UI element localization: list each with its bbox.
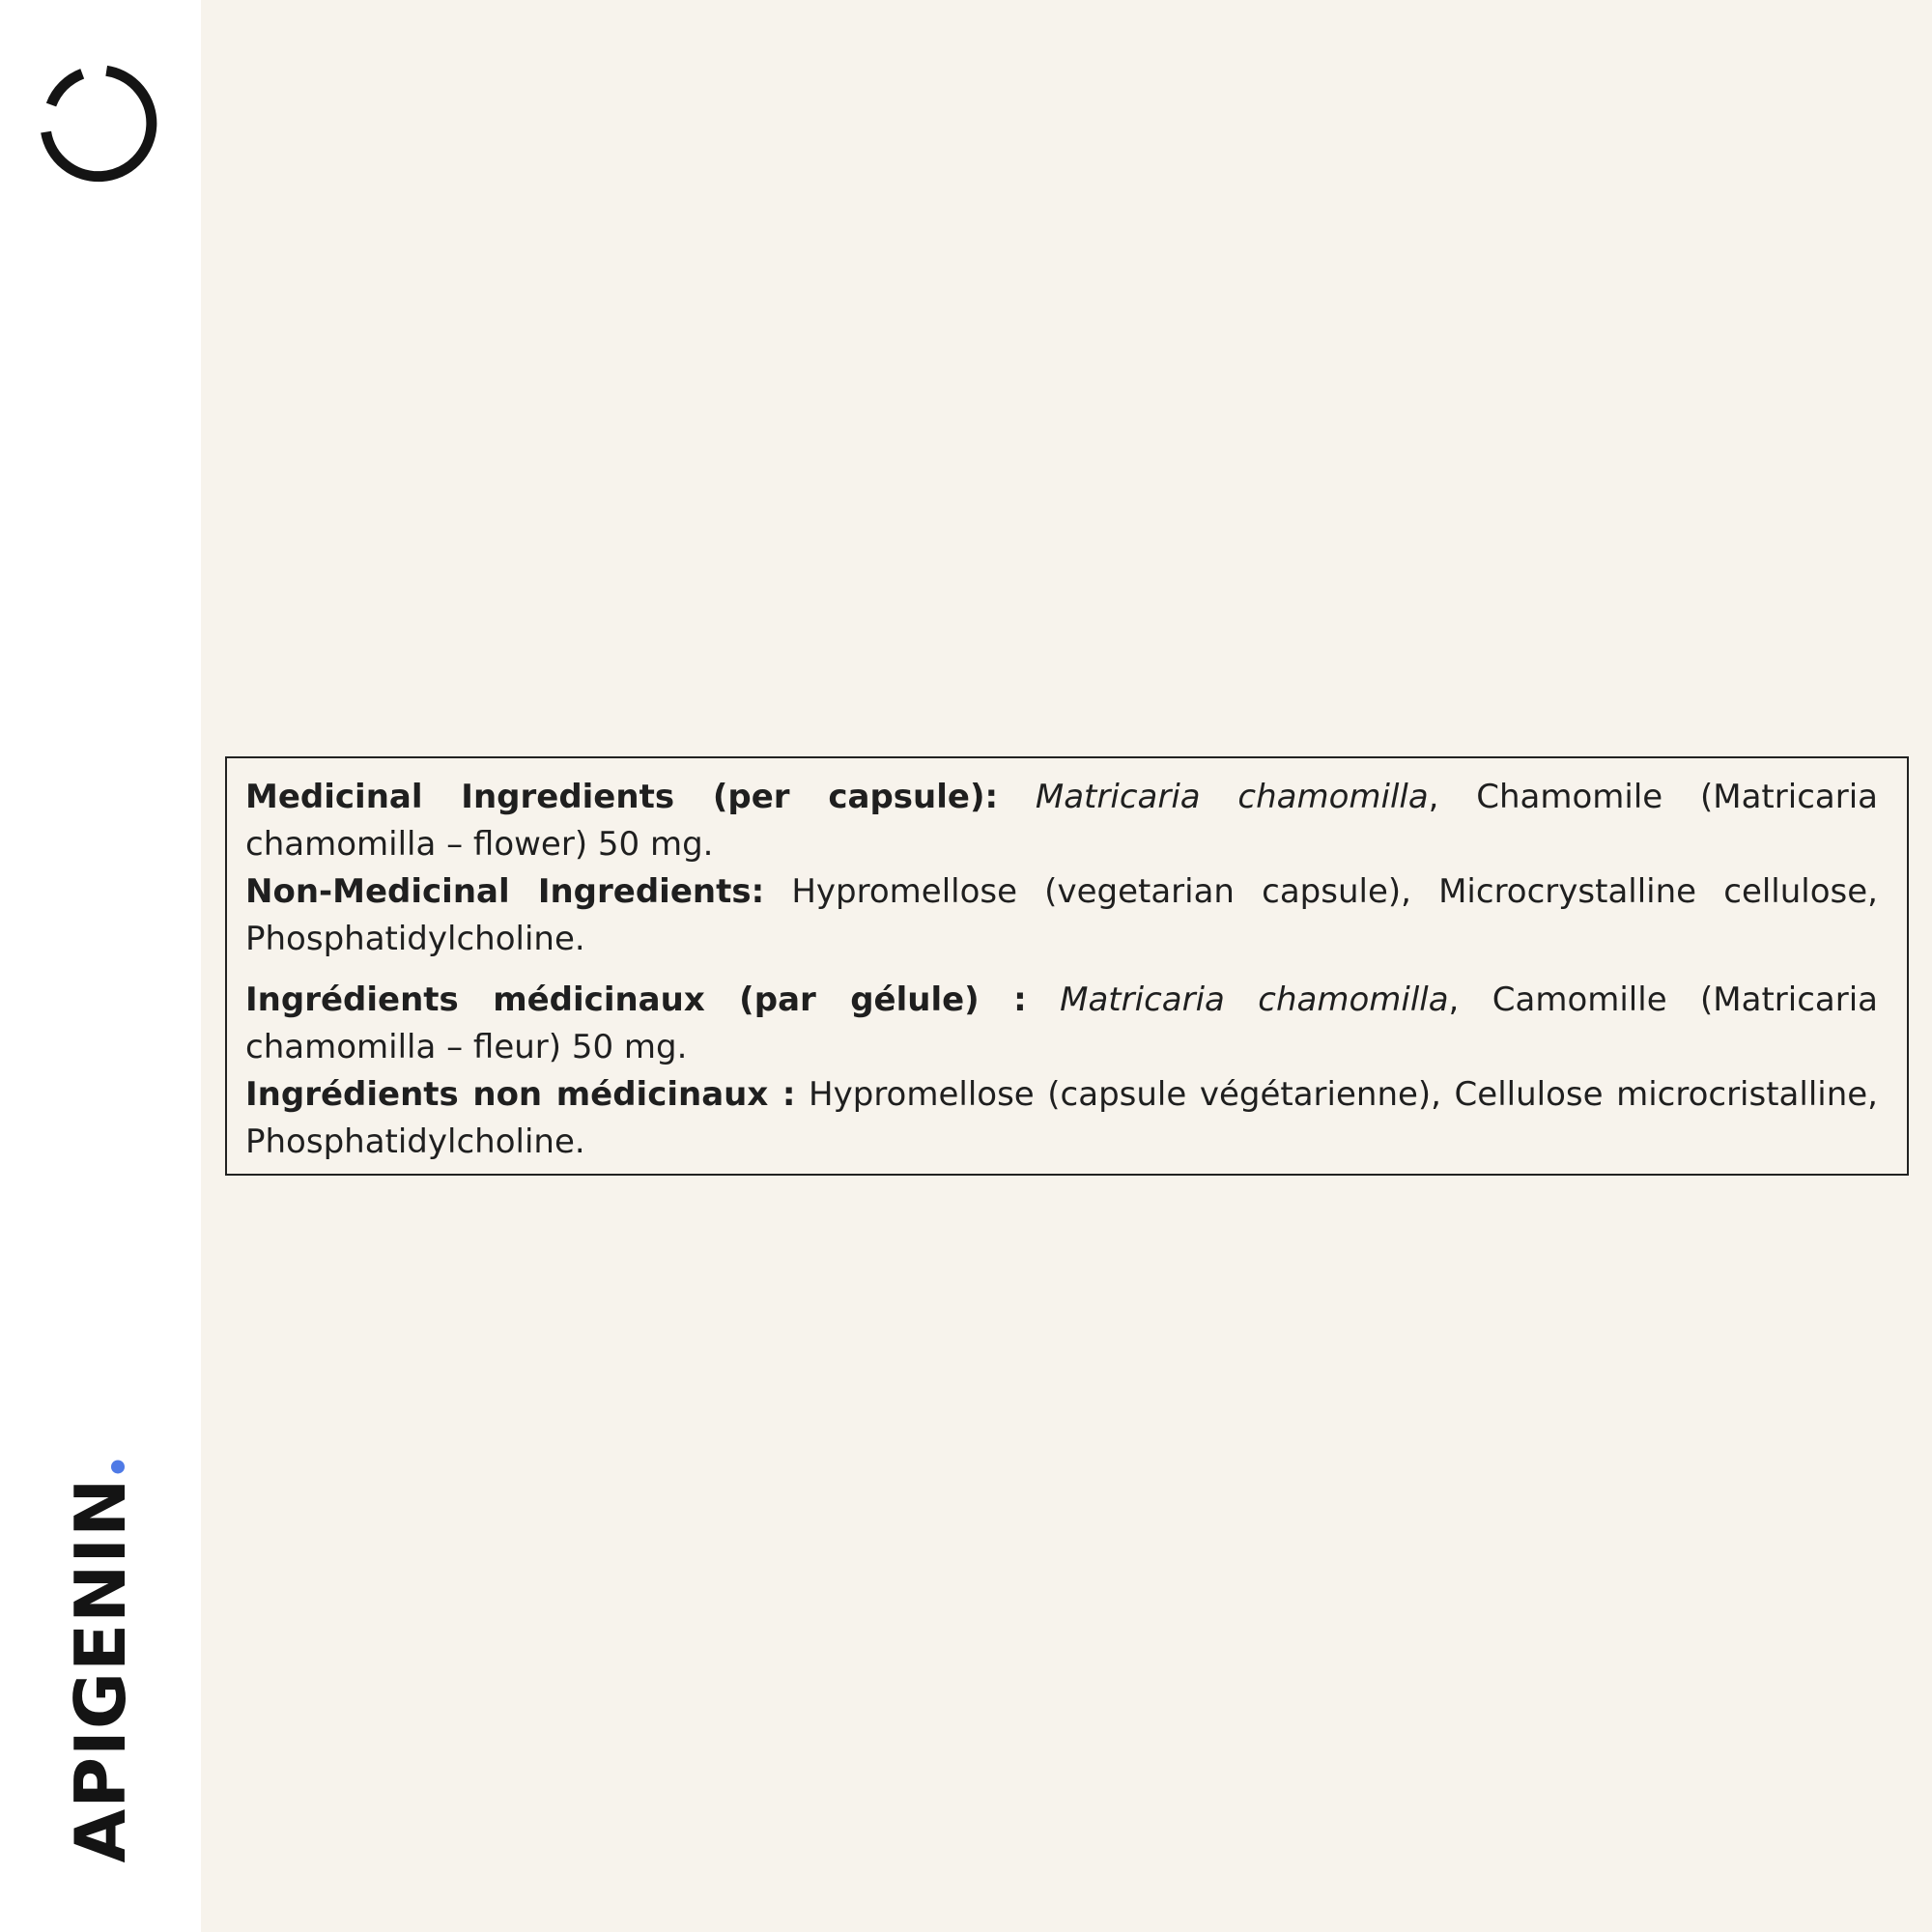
non-medicinal-ingredients-fr-text: Hypromellose (capsule végétarienne), Cellulose microcristalline, Phosphatidylcholine.: [245, 1075, 1878, 1161]
non-medicinal-ingredients-en: [245, 868, 1878, 963]
medicinal-ingredients-fr: [245, 977, 1878, 1071]
non-medicinal-ingredients-fr-label: Ingrédients non médicinaux :: [245, 1075, 796, 1114]
medicinal-ingredients-en-latin: Matricaria chamomilla: [1035, 778, 1429, 816]
medicinal-ingredients-fr-text: , Camomille (Matricaria chamomilla – fleur) 50 mg.: [245, 980, 1878, 1066]
brand-name: [60, 1461, 141, 1863]
circle-ring-logo-icon: [41, 64, 160, 184]
medicinal-ingredients-fr-label: Ingrédients médicinaux (par gélule) :: [245, 980, 1027, 1019]
non-medicinal-ingredients-fr: [245, 1071, 1878, 1166]
brand-sidebar: [0, 0, 201, 1932]
medicinal-ingredients-en-label: Medicinal Ingredients (per capsule):: [245, 778, 999, 816]
brand-name-text: APIGENIN: [60, 1477, 141, 1863]
non-medicinal-ingredients-en-label: Non-Medicinal Ingredients:: [245, 872, 765, 911]
medicinal-ingredients-en-text: , Chamomile (Matricaria chamomilla – flower) 50 mg.: [245, 778, 1878, 864]
non-medicinal-ingredients-en-text: Hypromellose (vegetarian capsule), Microcrystalline cellulose, Phosphatidylcholine.: [245, 872, 1878, 958]
ingredients-panel: [225, 756, 1909, 1176]
brand-dot: [111, 1461, 125, 1474]
medicinal-ingredients-fr-latin: Matricaria chamomilla: [1060, 980, 1449, 1019]
medicinal-ingredients-en: [245, 774, 1878, 868]
